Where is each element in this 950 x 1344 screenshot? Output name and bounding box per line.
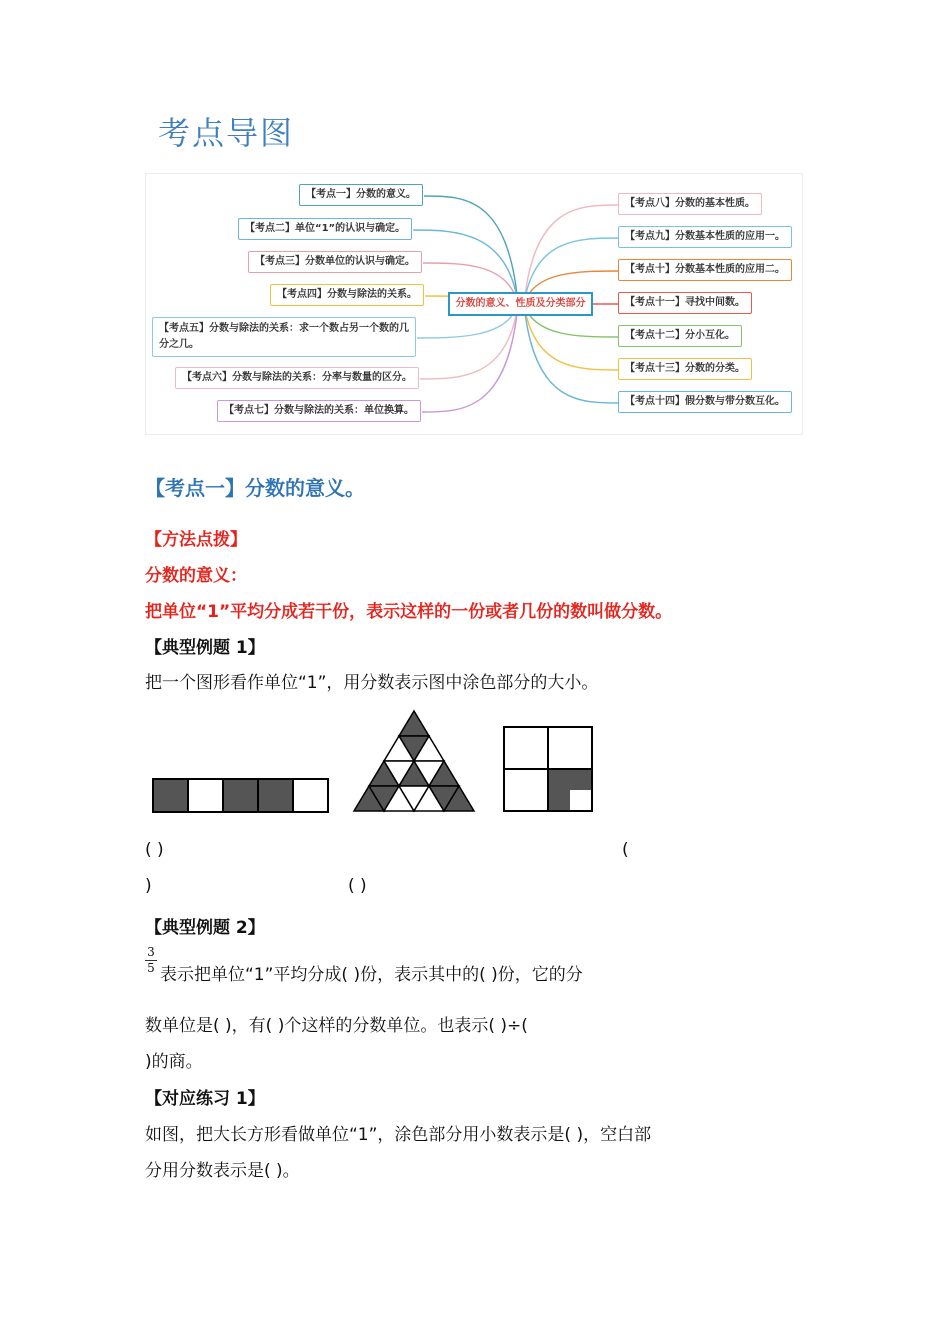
practice1-tag: 【对应练习 1】 [145, 1089, 265, 1109]
page-title: 考点导图 [158, 114, 295, 152]
connector-right-1 [524, 205, 619, 304]
connector-right-7 [524, 304, 619, 403]
example1-tag: 【典型例题 1】 [145, 638, 265, 658]
method-tag: 【方法点拨】 [145, 530, 247, 550]
bar-cell-4 [258, 779, 293, 812]
mind-map-node-left-5-line1: 【考点五】分数与除法的关系：求一个数占另一个数的几 [159, 323, 409, 334]
mind-map-node-right-14: 【考点十四】假分数与带分数互化。 [618, 391, 792, 413]
mind-map-node-left-3: 【考点三】分数单位的认识与确定。 [248, 251, 422, 273]
square-cell-1 [504, 727, 548, 769]
answer-blank-2-open: ( [622, 840, 629, 860]
answer-blank-3: ( ) [348, 876, 367, 896]
bar-cell-1 [153, 779, 188, 812]
figure-square [502, 725, 594, 813]
mind-map-node-left-2: 【考点二】单位“1”的认识与确定。 [238, 218, 412, 240]
method-text: 把单位“1”平均分成若干份，表示这样的一份或者几份的数叫做分数。 [145, 602, 673, 622]
answer-blank-1: ( ) [145, 840, 164, 860]
mind-map-node-left-7: 【考点七】分数与除法的关系：单位换算。 [217, 400, 421, 422]
example2-line1: 表示把单位“1”平均分成( )份，表示其中的( )份，它的分 [160, 965, 583, 985]
fraction-three-fifths [145, 946, 157, 975]
example1-text: 把一个图形看作单位“1”，用分数表示图中涂色部分的大小。 [145, 673, 599, 693]
bar-cell-2 [188, 779, 223, 812]
mind-map-node-left-1: 【考点一】分数的意义。 [299, 184, 423, 206]
answer-blank-2-close: ) [145, 876, 152, 896]
connector-left-7 [422, 304, 518, 412]
fraction-numerator: 3 [147, 945, 155, 959]
tri-1 [399, 711, 429, 736]
mind-map-node-right-13: 【考点十三】分数的分类。 [618, 358, 752, 380]
example2-line2: 数单位是( )，有( )个这样的分数单位。也表示( )÷( [145, 1016, 528, 1036]
figure-triangle [352, 707, 478, 813]
square-cell-3 [504, 769, 548, 811]
mind-map-node-right-9: 【考点九】分数基本性质的应用一。 [618, 226, 792, 248]
example2-tag: 【典型例题 2】 [145, 918, 265, 938]
mind-map-node-left-6: 【考点六】分数与除法的关系：分率与数量的区分。 [175, 367, 419, 389]
practice1-line2: 分用分数表示是( )。 [145, 1161, 300, 1181]
bar-cell-3 [223, 779, 258, 812]
mind-map-node-left-5-line2: 分之几。 [159, 339, 199, 350]
mind-map-node-left-4: 【考点四】分数与除法的关系。 [270, 284, 424, 306]
practice1-line1: 如图，把大长方形看做单位“1”，涂色部分用小数表示是( )，空白部 [145, 1125, 652, 1145]
mind-map-node-right-11: 【考点十一】寻找中间数。 [618, 292, 752, 314]
mind-map-node-right-8: 【考点八】分数的基本性质。 [618, 193, 762, 215]
figure-bar [150, 776, 332, 814]
section-heading: 【考点一】分数的意义。 [145, 476, 365, 500]
mind-map-node-left-5 [152, 317, 416, 357]
square-cell-2 [548, 727, 592, 769]
mind-map-node-right-12: 【考点十二】分小互化。 [618, 325, 742, 347]
mind-map-center: 分数的意义、性质及分类部分 [448, 292, 593, 316]
bar-cell-5 [293, 779, 328, 812]
mind-map [145, 173, 803, 435]
example2-line3: )的商。 [145, 1052, 203, 1072]
fraction-denominator: 5 [147, 961, 155, 975]
mind-map-node-right-10: 【考点十】分数基本性质的应用二。 [618, 259, 792, 281]
square-sub-cell [570, 790, 591, 810]
connector-left-1 [424, 196, 518, 304]
method-title: 分数的意义： [145, 566, 247, 586]
